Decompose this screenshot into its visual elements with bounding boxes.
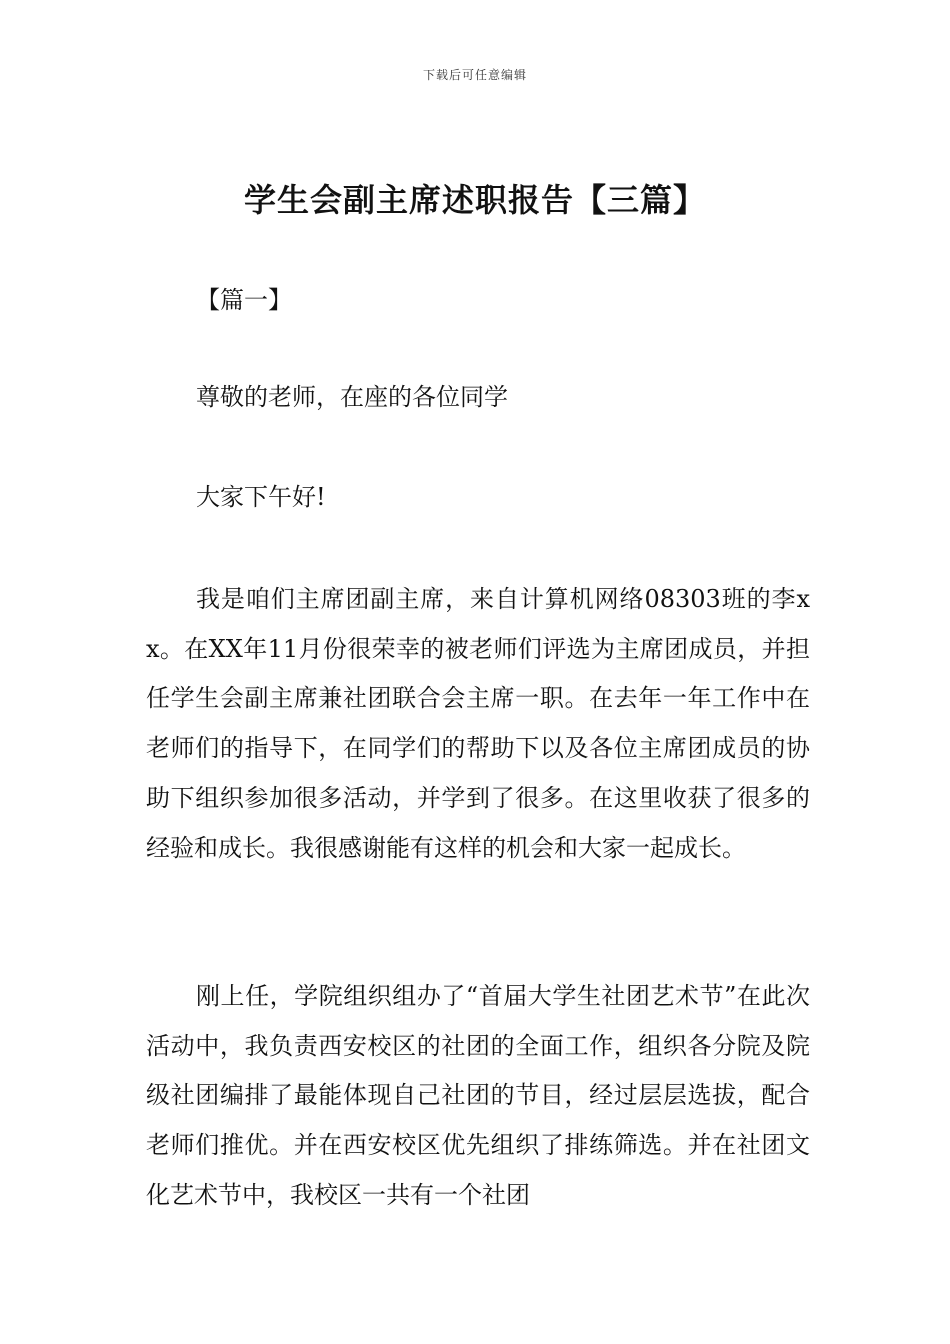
greeting: 大家下午好! [196,483,326,511]
header-note: 下载后可任意编辑 [422,68,527,82]
body-paragraph-2: 刚上任，学院组织组办了“首届大学生社团艺术节”在此次活动中，我负责西安校区的社团的全面工作，组织各分院及院级社团编排了最能体现自己社团的节目，经过层层选拔，配合老师们推优。并在西安校区优先组织了排练筛选。并在社团文化艺术节中，我校区一共有一个社团 [146,982,810,1209]
section-label: 【篇一】 [196,286,292,314]
body-paragraph-1: 我是咱们主席团副主席，来自计算机网络08303班的李xx。在XX年11月份很荣幸的被老师们评选为主席团成员，并担任学生会副主席兼社团联合会主席一职。在去年一年工作中在老师们的指导下，在同学们的帮助下以及各位主席团成员的协助下组织参加很多活动，并学到了很多。在这里收获了很多的经验和成长。我很感谢能有这样的机会和大家一起成长。 [146,585,810,862]
salutation: 尊敬的老师，在座的各位同学 [196,383,508,411]
document-title: 学生会副主席述职报告【三篇】 [243,181,706,219]
